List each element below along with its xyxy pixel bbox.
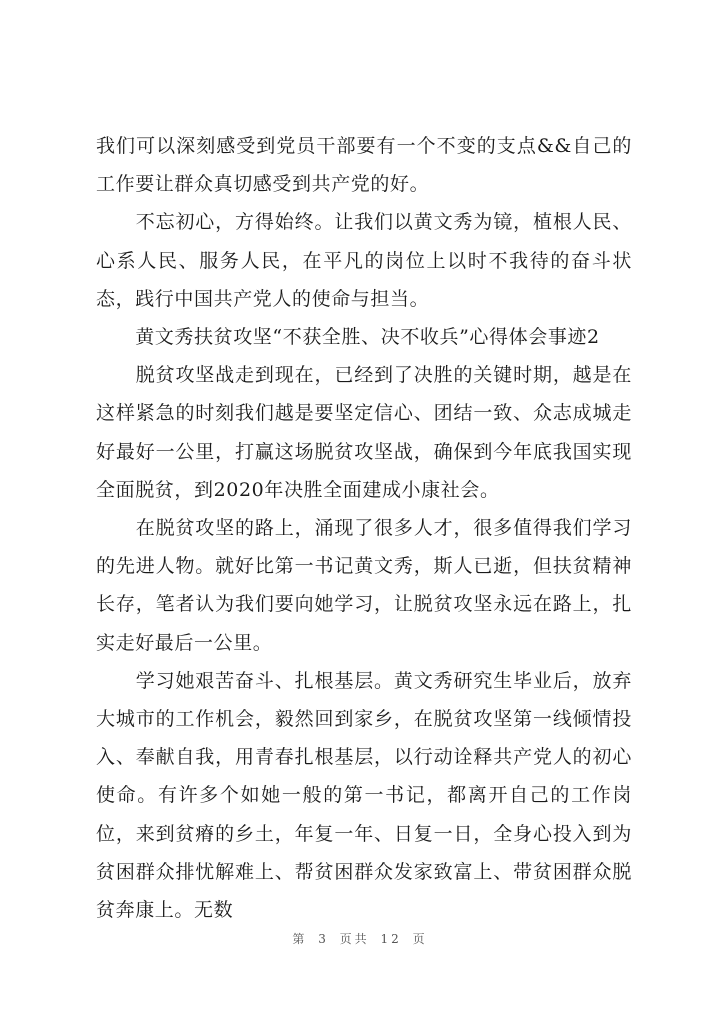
paragraph-continuation: 我们可以深刻感受到党员干部要有一个不变的支点&&自己的工作要让群众真切感受到共产党的好。 [96, 135, 632, 196]
document-body [96, 127, 632, 929]
paragraph-intro: 脱贫攻坚战走到现在，已经到了决胜的关键时期，越是在这样紧急的时刻我们越是要坚定信心、团结一致、众志成城走好最好一公里，打赢这场脱贫攻坚战，确保到今年底我国实现全面脱贫，到2020年决胜全面建成小康社会。 [96, 364, 632, 501]
page-number-footer: 第 3 页共 12 页 [292, 932, 428, 946]
paragraph-learning: 学习她艰苦奋斗、扎根基层。黄文秀研究生毕业后，放弃大城市的工作机会，毅然回到家乡，在脱贫攻坚第一线倾情投入、奉献自我，用青春扎根基层，以行动诠释共产党人的初心使命。有许多个如她一般的第一书记，都离开自己的工作岗位，来到贫瘠的乡土，年复一年、日复一日，全身心投入到为贫困群众排忧解难上、帮贫困群众发家致富上、带贫困群众脱贫奔康上。无数 [96, 669, 632, 922]
section-heading: 黄文秀扶贫攻坚“不获全胜、决不收兵”心得体会事迹2 [96, 326, 600, 349]
paragraph-conclusion: 不忘初心，方得始终。让我们以黄文秀为镜，植根人民、心系人民、服务人民，在平凡的岗位上以时不我待的奋斗状态，践行中国共产党人的使命与担当。 [96, 211, 632, 310]
paragraph-role-model: 在脱贫攻坚的路上，涌现了很多人才，很多值得我们学习的先进人物。就好比第一书记黄文秀，斯人已逝，但扶贫精神长存，笔者认为我们要向她学习，让脱贫攻坚永远在路上，扎实走好最后一公里。 [96, 517, 632, 654]
